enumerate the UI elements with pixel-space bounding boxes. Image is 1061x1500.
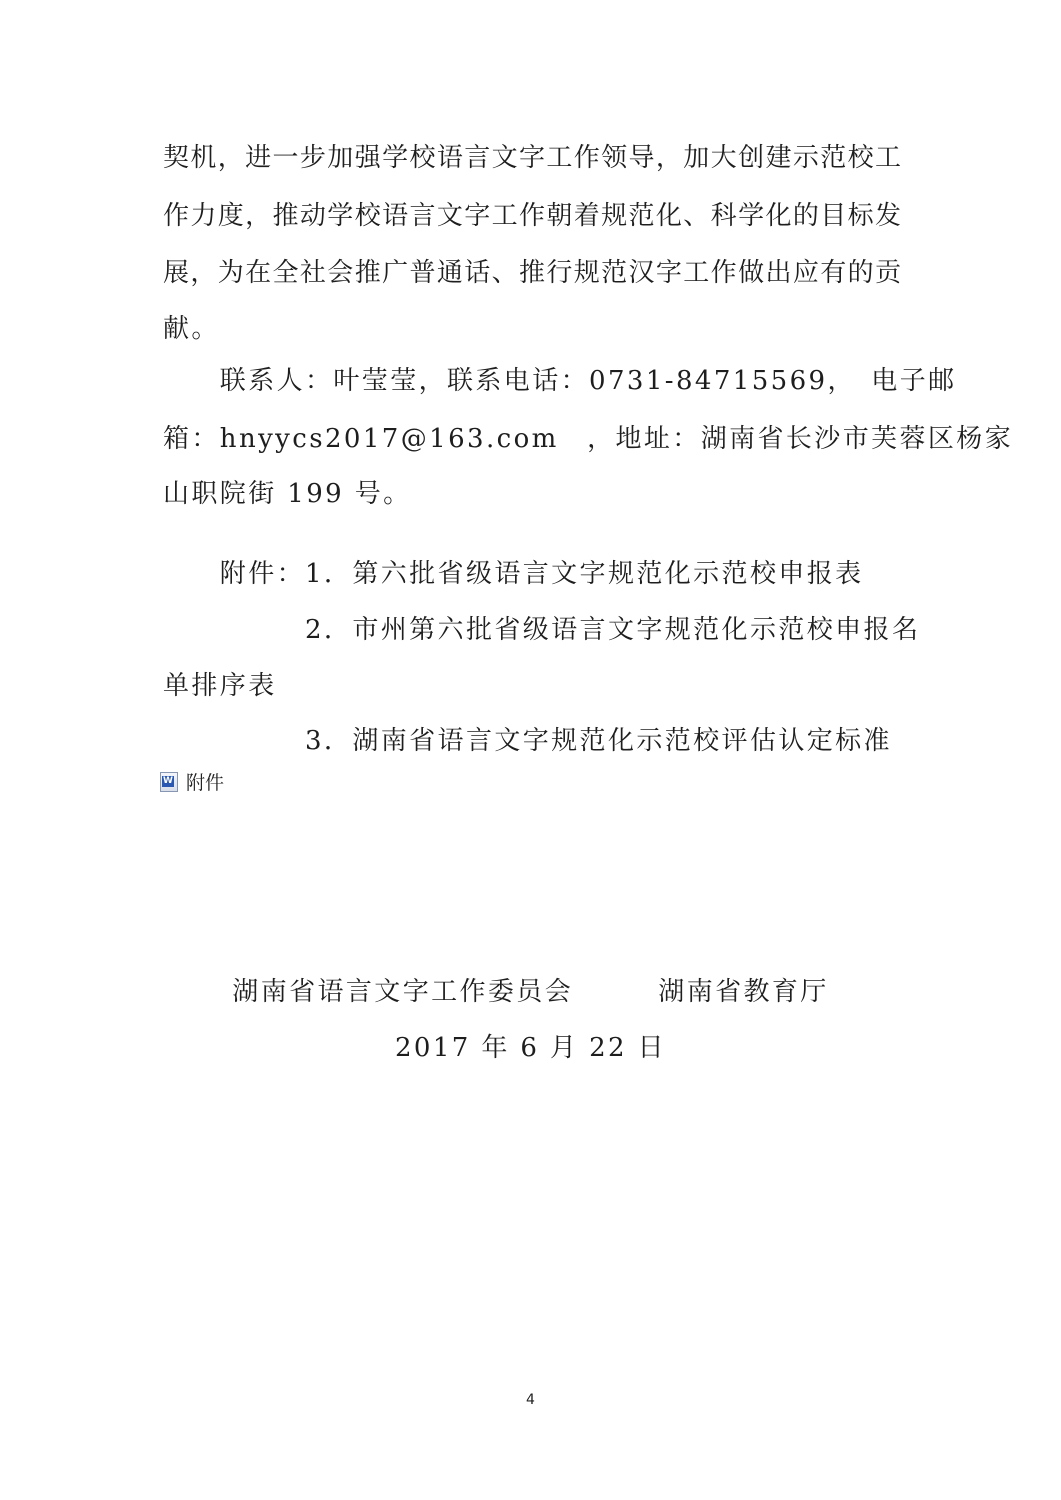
attachment-line-2: 2．市州第六批省级语言文字规范化示范校申报名	[163, 615, 921, 645]
body-line-3: 展，为在全社会推广普通话、推行规范汉字工作做出应有的贡	[163, 258, 901, 288]
body-line-1: 契机，进一步加强学校语言文字工作领导，加大创建示范校工	[163, 143, 901, 173]
signature-date: 2017 年 6 月 22 日	[394, 1033, 667, 1063]
attachment-line-1: 附件：1．第六批省级语言文字规范化示范校申报表	[163, 559, 864, 589]
attachment-line-2-cont: 单排序表	[163, 671, 277, 701]
contact-line-3: 山职院街 199 号。	[163, 479, 412, 509]
signature-issuers: 湖南省语言文字工作委员会 湖南省教育厅	[232, 977, 829, 1007]
embedded-attachment[interactable]	[160, 768, 224, 795]
contact-line-2: 箱：hnyycs2017@163.com ，地址：湖南省长沙市芙蓉区杨家	[163, 424, 1014, 454]
body-line-4: 献。	[163, 314, 220, 344]
page-number: 4	[526, 1392, 535, 1408]
attachment-line-3: 3．湖南省语言文字规范化示范校评估认定标准	[163, 726, 892, 756]
word-document-icon[interactable]	[160, 772, 178, 792]
embedded-attachment-label[interactable]: 附件	[186, 772, 225, 794]
contact-line-1: 联系人：叶莹莹，联系电话：0731-84715569， 电子邮	[163, 366, 957, 396]
body-line-2: 作力度，推动学校语言文字工作朝着规范化、科学化的目标发	[163, 201, 901, 231]
